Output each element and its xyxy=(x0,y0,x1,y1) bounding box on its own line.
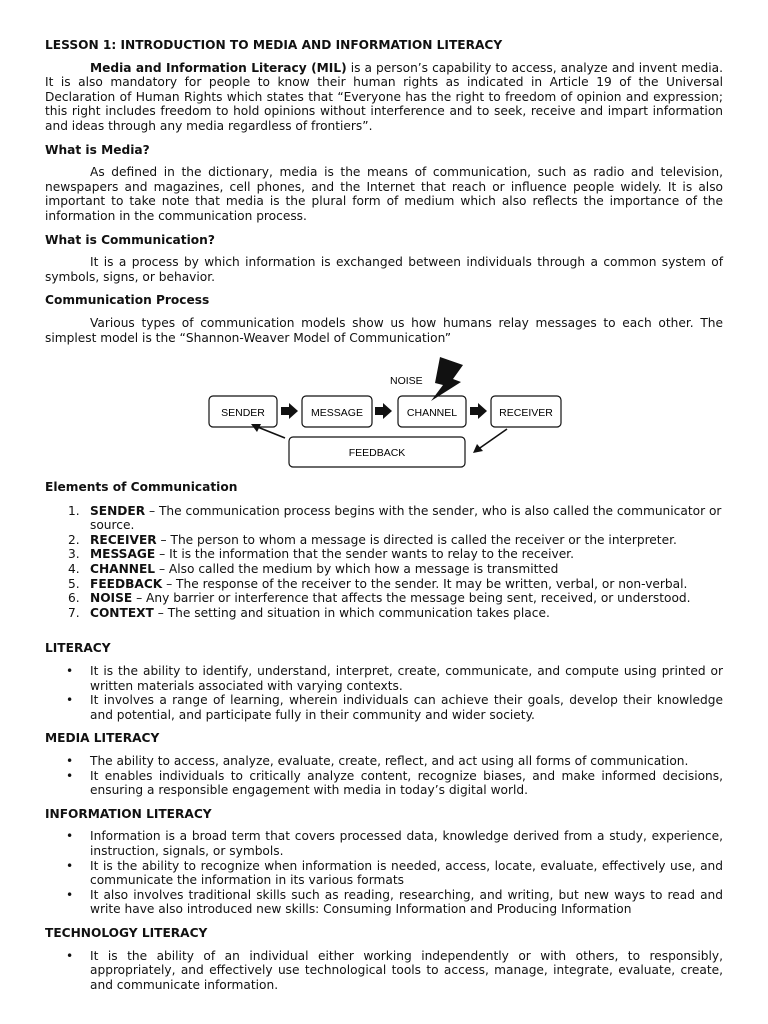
list-item: 1. SENDER – The communication process begins with the sender, who is also called the communicator or source. xyxy=(68,503,722,533)
communication-process-text: Various types of communication models show us how humans relay messages to each other. The simplest model is the “Shannon-Weaver Model of Communication” xyxy=(45,315,723,345)
shannon-weaver-diagram xyxy=(45,353,723,471)
information-literacy-heading: INFORMATION LITERACY xyxy=(45,806,212,821)
technology-literacy-heading: TECHNOLOGY LITERACY xyxy=(45,925,208,940)
literacy-list xyxy=(45,664,723,722)
feedback-label: FEEDBACK xyxy=(348,447,406,460)
elements-heading: Elements of Communication xyxy=(45,480,238,495)
channel-label: CHANNEL xyxy=(406,407,458,420)
list-item: 4. CHANNEL – Also called the medium by which how a message is transmitted xyxy=(68,562,559,577)
document-page xyxy=(45,38,723,992)
list-item: 3. MESSAGE – It is the information that the sender wants to relay to the receiver. xyxy=(68,547,574,562)
message-label: MESSAGE xyxy=(311,407,363,420)
list-item: • It is the ability of an individual either working independently or with others, to responsibly, appropriately, and effectively use technological tools to access, manage, integrate, evaluate, create, and communicate information. xyxy=(66,948,723,992)
media-literacy-heading: MEDIA LITERACY xyxy=(45,731,160,746)
lesson-title: LESSON 1: INTRODUCTION TO MEDIA AND INFORMATION LITERACY xyxy=(45,38,503,52)
list-item: • It enables individuals to critically analyze content, recognize biases, and make informed decisions, ensuring a responsible engagement with media in today’s digital world. xyxy=(66,768,723,798)
what-is-media-heading: What is Media? xyxy=(45,142,150,157)
noise-label: NOISE xyxy=(390,375,423,388)
receiver-label: RECEIVER xyxy=(499,407,553,420)
list-item: 2. RECEIVER – The person to whom a message is directed is called the receiver or the interpreter. xyxy=(68,532,677,547)
arrow-receiver-feedback-head xyxy=(473,444,483,453)
mil-term: Media and Information Literacy (MIL) xyxy=(90,60,347,75)
list-item: • It is the ability to identify, understand, interpret, create, communicate, and compute using printed or written materials associated with varying contexts. xyxy=(66,664,723,693)
what-is-communication-text: It is a process by which information is exchanged between individuals through a common system of symbols, signs, or behavior. xyxy=(45,255,723,284)
list-item: 7. CONTEXT – The setting and situation in which communication takes place. xyxy=(68,605,550,620)
list-item: • It also involves traditional skills such as reading, researching, and writing, but new ways to read and write have also introduced new skills: Consuming Information and Producing Information xyxy=(66,887,723,917)
list-item: • The ability to access, analyze, evaluate, create, reflect, and act using all forms of communication. xyxy=(66,754,689,768)
list-item: • Information is a broad term that covers processed data, knowledge derived from a study, experience, instruction, signals, or symbols. xyxy=(66,829,723,858)
literacy-heading: LITERACY xyxy=(45,641,111,656)
what-is-media-text: As defined in the dictionary, media is the means of communication, such as radio and television, newspapers and magazines, cell phones, and the Internet that reach or influence people widely. It is also important to take note that media is the plural form of medium which also reflects the importance of the information in the communication process. xyxy=(45,165,723,223)
sender-label: SENDER xyxy=(221,407,265,420)
list-item: 6. NOISE – Any barrier or interference that affects the message being sent, received, or understood. xyxy=(68,591,691,606)
diagram-svg xyxy=(205,355,565,471)
what-is-communication-heading: What is Communication? xyxy=(45,232,215,247)
information-literacy-list xyxy=(45,829,723,917)
intro-paragraph xyxy=(45,61,723,134)
arrow-sender-message xyxy=(281,403,298,419)
arrow-receiver-feedback-line xyxy=(477,429,507,450)
elements-list xyxy=(45,504,723,621)
list-item: 5. FEEDBACK – The response of the receiver to the sender. It may be written, verbal, or non-verbal. xyxy=(68,576,688,591)
lightning-bolt-icon xyxy=(431,357,463,401)
communication-process-heading: Communication Process xyxy=(45,293,210,308)
arrow-message-channel xyxy=(375,403,392,419)
arrow-channel-receiver xyxy=(470,403,487,419)
list-item: • It is the ability to recognize when information is needed, access, locate, evaluate, effectively use, and communicate the information in its various formats xyxy=(66,858,723,888)
media-literacy-list xyxy=(45,754,723,798)
list-item: • It involves a range of learning, wherein individuals can achieve their goals, develop their knowledge and potential, and participate fully in their community and wider society. xyxy=(66,693,723,722)
technology-literacy-list xyxy=(45,949,723,993)
intro-text: is a person’s capability to access, analyze and invent media. It is also mandatory for people to know their human rights as indicated in Article 19 of the Universal Declaration of Human Rights which states that “Everyone has the right to freedom of opinion and expression; this right includes freedom to hold opinions without interference and to seek, receive and impart information and ideas through any media regardless of frontiers”. xyxy=(45,60,724,133)
arrow-feedback-sender-line xyxy=(255,426,285,438)
